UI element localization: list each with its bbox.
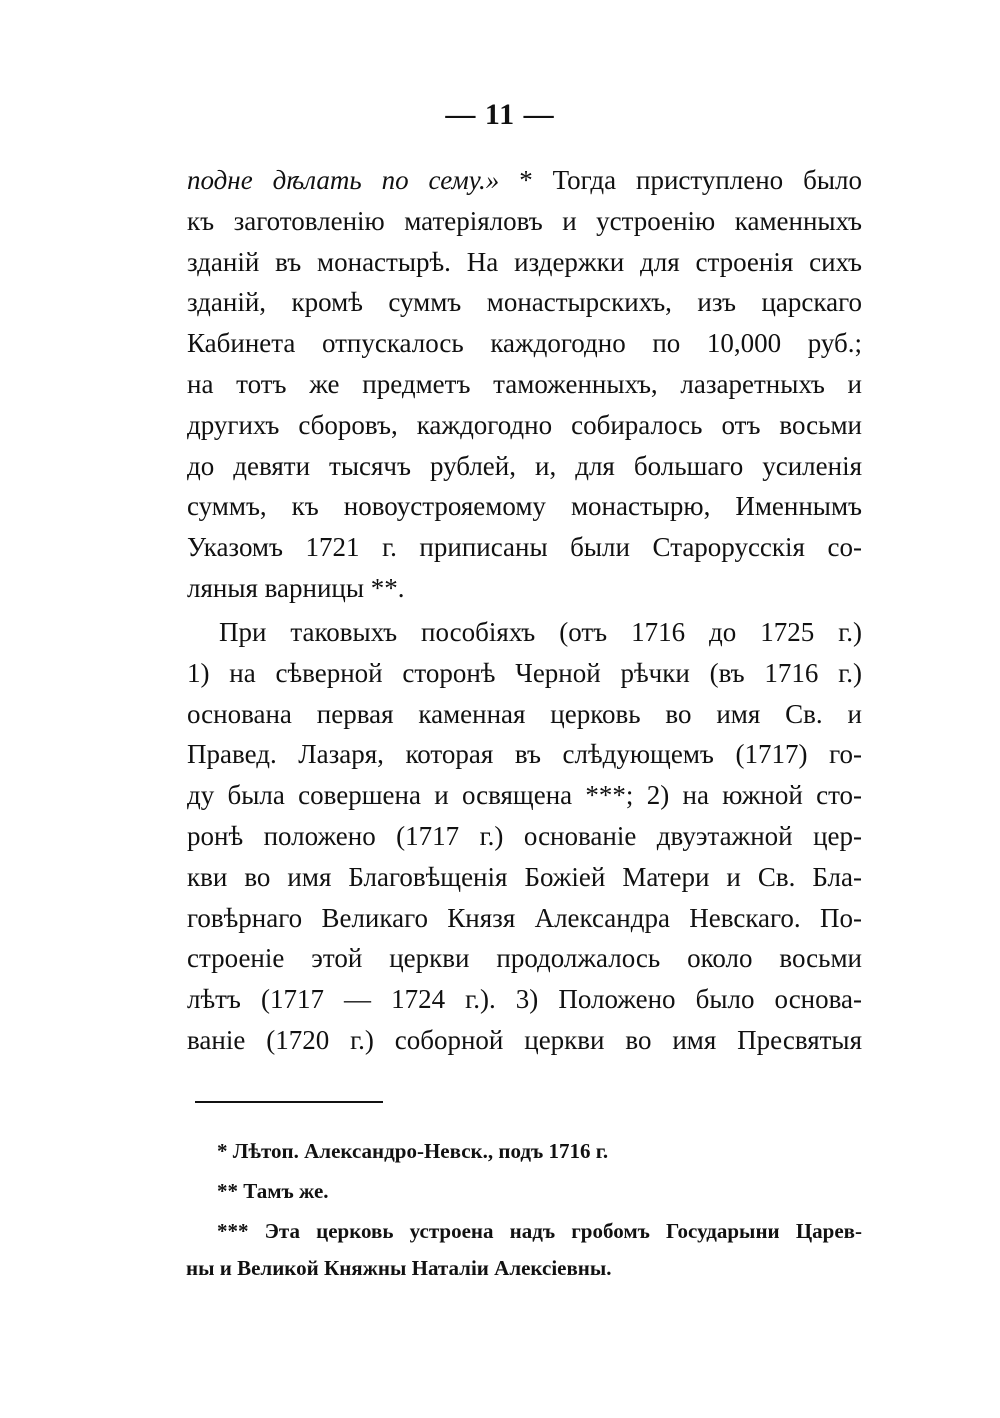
paragraph-2 xyxy=(187,612,862,1061)
text-line: зданій, кромѣ суммъ монастырскихъ, изъ царскаго xyxy=(187,287,862,318)
footnote-2: ** Тамъ же. xyxy=(217,1179,329,1203)
text-line: Кабинета отпускалось каждогодно по 10,000 руб.; xyxy=(187,328,862,359)
page-number: — 11 — xyxy=(445,98,555,131)
text-line: на тотъ же предметъ таможенныхъ, лазаретныхъ и xyxy=(187,368,862,399)
italic-quote: подне дѣлать по сему.» xyxy=(187,165,500,195)
text-line: основана первая каменная церковь во имя Св. и xyxy=(187,698,862,729)
text-line: ронѣ положено (1717 г.) основаніе двуэтажной цер- xyxy=(187,820,862,851)
text-line: ляныя варницы **. xyxy=(187,572,405,603)
text-line: кви во имя Благовѣщенія Божіей Матери и Св. Бла- xyxy=(187,861,862,892)
text-line: Указомъ 1721 г. приписаны были Старорусскія со- xyxy=(187,532,862,563)
text-line: ду была совершена и освящена ***; 2) на южной сто- xyxy=(187,780,862,811)
text-line: ваніе (1720 г.) соборной церкви во имя Пресвятыя xyxy=(187,1024,862,1055)
text-line: до девяти тысячъ рублей, и, для большаго усиленія xyxy=(187,450,862,481)
footnotes xyxy=(186,1131,862,1285)
footnote-1: * Лѣтоп. Александро-Невск., подъ 1716 г. xyxy=(217,1139,609,1163)
text-line: лѣтъ (1717 — 1724 г.). 3) Положено было основа- xyxy=(187,984,862,1015)
text-line: 1) на сѣверной сторонѣ Черной рѣчки (въ 1716 г.) xyxy=(187,657,862,688)
text-line: При таковыхъ пособіяхъ (отъ 1716 до 1725 г.) xyxy=(219,617,862,647)
text-line: другихъ сборовъ, каждогодно собиралось отъ восьми xyxy=(187,409,862,440)
text-line: суммъ, къ новоустрояемому монастырю, Именнымъ xyxy=(187,491,862,522)
text-line: къ заготовленію матеріяловъ и устроенію каменныхъ xyxy=(187,205,862,236)
text-line xyxy=(187,160,862,201)
text-line: строеніе этой церкви продолжалось около восьми xyxy=(187,943,862,974)
footnote-3: *** Эта церковь устроена надъ гробомъ Государыни Царев- xyxy=(217,1219,862,1243)
text-span: * Тогда приступлено было xyxy=(499,165,862,195)
text-line: говѣрнаго Великаго Князя Александра Невскаго. По- xyxy=(187,902,862,933)
paragraph-1 xyxy=(187,160,862,609)
text-line: зданій въ монастырѣ. На издержки для строенія сихъ xyxy=(187,246,862,277)
footnote-divider xyxy=(195,1101,383,1103)
footnote-3-continuation: ны и Великой Княжны Наталіи Алексіевны. xyxy=(186,1256,612,1280)
text-line: Правед. Лазаря, которая въ слѣдующемъ (1717) го- xyxy=(187,739,862,770)
